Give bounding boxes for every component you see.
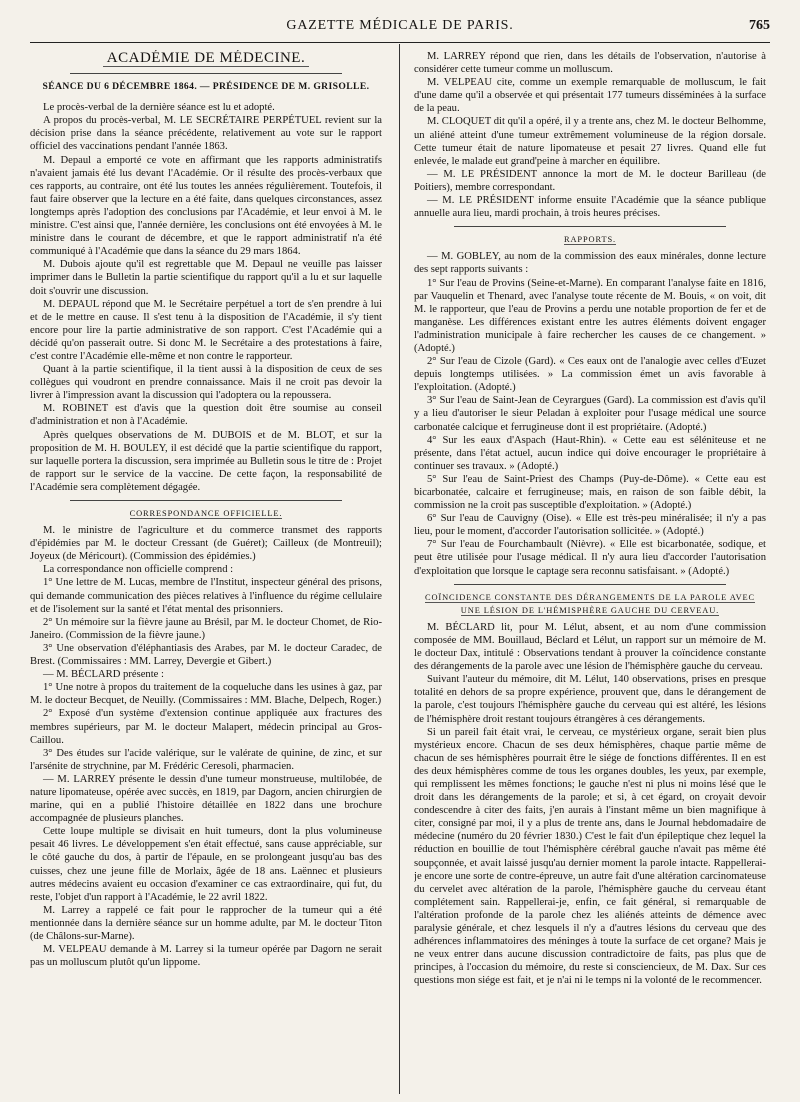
article-paragraph: 2° Exposé d'un système d'extension continue appliquée aux fractures des membres supérieurs, par M. le docteur Malapert, médecin principal au Gros-Caillou. [30,708,382,746]
article-paragraph: — M. LE PRÉSIDENT informe ensuite l'Académie que la séance publique annuelle aura lieu, mardi prochain, à trois heures précises. [414,195,766,220]
article-paragraph: M. Dubois ajoute qu'il est regrettable que M. Depaul ne veuille pas laisser imprimer dans le Bulletin la partie scientifique du rapport qu'il a lu et sur laquelle doit s'ouvrir une discussion. [30,259,382,297]
rapports-heading [414,233,766,246]
article-paragraph: 3° Sur l'eau de Saint-Jean de Ceyrargues (Gard). La commission est d'avis qu'il y a lieu d'autoriser le sieur Peladan à exploiter pour l'usage médical une source carbonatée calcique et ferrugineuse dont il est propriétaire. (Adopté.) [414,395,766,433]
correspondance-rule [70,500,342,501]
article-paragraph: 1° Sur l'eau de Provins (Seine-et-Marne). En comparant l'analyse faite en 1816, par Vauquelin et Thenard, avec l'analyse toute récente de M. Bouis, « on voit, dit M. le rapporteur, que l'eau de Provins a perdu une notable proportion de fer et de manganèse. Les différences existant entre les autres éléments doivent engager l'administration municipale à faire rechercher les causes de ce changement. » (Adopté.) [414,277,766,354]
article-paragraph: — M. LE PRÉSIDENT annonce la mort de M. le docteur Barilleau (de Poitiers), membre correspondant. [414,168,766,193]
article-paragraph: Suivant l'auteur du mémoire, dit M. Lélut, 140 observations, prises en presque totalité en dehors de sa propre expérience, prouvent que, dans le dérangement de la parole, c'est toujours l'hémisphère gauche du cerveau qui est altéré, les lésions de l'hémisphère droit restant toujours étrangères à ces dérangements. [414,674,766,725]
article-paragraph: 2° Un mémoire sur la fièvre jaune au Brésil, par M. le docteur Chomet, de Rio-Janeiro. (Commission de la fièvre jaune.) [30,616,382,641]
article-paragraph: M. VELPEAU demande à M. Larrey si la tumeur opérée par Dagorn ne serait pas un molluscum plutôt qu'un lippome. [30,944,382,969]
article-paragraph: — M. BÉCLARD présente : [43,669,164,681]
article-paragraph: M. CLOQUET dit qu'il a opéré, il y a trente ans, chez M. le docteur Belhomme, un aliéné atteint d'une tumeur extrêmement volumineuse de la région dorsale. Cette tumeur était de nature lipomateuse et pesait 27 livres. Quand elle fut enlevée, le malade eut grand'peine à marcher en équilibre. [414,116,766,167]
correspondance-paragraphs [30,524,382,969]
article-paragraph: Après quelques observations de M. DUBOIS et de M. BLOT, et sur la proposition de M. H. BOULEY, il est décidé que la partie scientifique du rapport, sur laquelle portera la discussion, sera imprimée au Bulletin sous le titre de : Projet de rapport sur le service de la vaccine. De cette façon, la responsabilité de l'Académie sera complètement dégagée. [30,429,382,493]
article-paragraph: M. le ministre de l'agriculture et du commerce transmet des rapports d'épidémies par M. le docteur Cressant (de Guéret); Cailleux (de Montreuil); Joyeux (de Méricourt). (Commission des épidémies.) [30,525,382,563]
article-paragraph: 3° Des études sur l'acide valérique, sur le valérate de quinine, de zinc, et sur l'arsénite de strychnine, par M. Frédéric Ceresoli, pharmacien. [30,747,382,772]
section-title-text: ACADÉMIE DE MÉDECINE. [103,50,309,67]
journal-title: GAZETTE MÉDICALE DE PARIS. [286,18,514,33]
article-paragraph: 3° Une observation d'éléphantiasis des Arabes, par M. le docteur Caradec, de Brest. (Commissaires : MM. Larrey, Devergie et Gibert.) [30,642,382,668]
section-title [30,52,382,65]
discussion-paragraphs [414,50,766,220]
coincidence-paragraphs [414,621,766,988]
rapports-rule [454,226,726,227]
article-paragraph: 7° Sur l'eau de Fourchambault (Nièvre). « Elle est bicarbonatée, sodique, et peut être utilisée pour l'usage médical. Il n'y aura lieu d'accorder l'autorisation d'exploitation que lorsque le captage sera reconnu satisfaisant. » (Adopté.) [414,539,766,577]
correspondance-heading [30,507,382,520]
article-paragraph: 5° Sur l'eau de Saint-Priest des Champs (Puy-de-Dôme). « Cette eau est bicarbonatée, calcaire et ferrugineuse; mais, en raison de son faible débit, la commission ne la croit pas susceptible d'exploitation. » (Adopté.) [414,473,766,512]
article-paragraph: 2° Sur l'eau de Cizole (Gard). « Ces eaux ont de l'analogie avec celles d'Euzet depuis longtemps utilisées. » La commission émet un avis favorable à l'exploitation. (Adopté.) [414,356,766,394]
article-paragraph: Si un pareil fait était vrai, le cerveau, ce mystérieux organe, serait bien plus mystérieux encore. Chacun de ses deux hémisphères, chaque partie même de chacun de ses hémisphères pourrait être le siége de fonctions différentes. Il en est des deux hémisphères comme de tous les organes doubles, les yeux, par exemple, qui remplissent les mêmes fonctions; le gauche n'est ni plus ni moins lésé que le droit dans les dérangements de la parole; et si, à cet égard, on croyait devoir condescendre à citer des faits, j'en aurais à l'instant même un bien magnifique à citer, consigné par moi, il y a plus de trente ans, dans le Journal hebdomadaire de médecine (numéro du 20 février 1830.) C'est le fait d'un épileptique chez lequel la réduction en bouillie de tout l'hémisphère cérébral gauche n'avait pas même été soupçonnée, et avait laissé jusqu'au dernier moment la parole intacte. Rappellerai-je encore une sorte de contre-épreuve, un autre fait d'une altération carcinomateuse du cervelet avec altération de la parole, l'hémisphère gauche du cerveau étant complétement sain. Rappellerai-je, enfin, ce fait général, si remarquable de l'altération profonde de la parole chez les aliénés atteints de démence avec paralysie générale, et chez lesquels il n'y a d'autres lésions du cerveau que des adhérences inflammatoires des méninges à toute la surface de cet organe? Mais je ne veux entrer dans aucune discussion contradictoire de faits, pas plus que de principes, à l'occasion du mémoire, du reste si consciencieux, de M. Dax. Sur ces questions mon siége est fait, et je n'ai ni le temps ni la volonté de le recommencer. [414,726,766,987]
rapports-paragraphs [414,250,766,577]
page-header [30,18,770,43]
article-paragraph: — M. LARREY présente le dessin d'une tumeur monstrueuse, multilobée, de nature lipomateuse, opérée avec succès, en 1819, par Dagorn, ancien chirurgien de marine, qui en a publié l'histoire détaillée en 1822 dans une brochure accompagnée de plusieurs planches. [30,773,382,825]
article-paragraph: M. VELPEAU cite, comme un exemple remarquable de molluscum, le fait d'une dame qu'il a observée et qui présentait 177 tumeurs disséminées à la surface de la peau. [414,77,766,115]
left-column [30,50,382,1094]
article-paragraph: M. BÉCLARD lit, pour M. Lélut, absent, et au nom d'une commission composée de MM. Bouillaud, Béclard et Lélut, un rapport sur un mémoire de M. le docteur Dax, intitulé : Observations tendant à prouver la coïncidence constante des dérangements de la parole avec une lésion de l'hémisphère gauche du cerveau. [414,621,766,673]
seance-paragraphs [30,101,382,494]
coincidence-rule [454,584,726,585]
article-paragraph: M. LARREY répond que rien, dans les détails de l'observation, n'autorise à considérer cette tumeur comme un molluscum. [414,51,766,76]
article-paragraph: Le procès-verbal de la dernière séance est lu et adopté. [43,102,275,114]
article-paragraph: 6° Sur l'eau de Cauvigny (Oise). « Elle est très-peu minéralisée; il n'y a pas lieu, pour le moment, d'accorder l'autorisation sollicitée. » (Adopté.) [414,513,766,538]
title-rule [70,73,342,74]
article-paragraph: M. DEPAUL répond que M. le Secrétaire perpétuel a tort de s'en prendre à lui et de le mettre en cause. Il s'est tenu à la disposition de l'Académie, il s'y tient encore pour lire la partie administrative de son rapport. C'est l'Académie qui a décidé qu'on passerait outre. Si donc M. le Secrétaire a des protestations à faire, c'est contre l'Académie elle-même et non contre le rapporteur. [30,298,382,362]
article-paragraph: M. Larrey a rappelé ce fait pour le rapprocher de la tumeur qui a été mentionnée dans la dernière séance sur un homme adulte, par M. le docteur Titon (de Châlons-sur-Marne). [30,904,382,942]
rapports-heading-text: RAPPORTS. [563,235,617,245]
page-number: 765 [749,18,770,33]
article-paragraph: M. ROBINET est d'avis que la question doit être soumise au conseil d'administration et non à l'Académie. [30,403,382,428]
article-paragraph: A propos du procès-verbal, M. LE SECRÉTAIRE PERPÉTUEL revient sur la décision prise dans la séance précédente, relativement au vote sur le rapport officiel des vaccinations pendant l'année 1863. [30,115,382,153]
article-paragraph: 1° Une notre à propos du traitement de la coqueluche dans les usines à gaz, par M. le docteur Becquet, de Neuilly. (Commissaires : MM. Blache, Delpech, Roger.) [30,682,382,707]
article-paragraph: La correspondance non officielle comprend : [43,564,234,576]
coincidence-heading [414,591,766,617]
coincidence-heading-text: COÏNCIDENCE CONSTANTE DES DÉRANGEMENTS DE LA PAROLE AVEC UNE LÉSION DE L'HÉMISPHÈRE GAUCHE DU CERVEAU. [424,592,756,615]
article-paragraph: 4° Sur les eaux d'Aspach (Haut-Rhin). « Cette eau est séléniteuse et ne présente, dans l'état actuel, aucun indice qui doive encourager le propriétaire à continuer ses travaux. » (Adopté.) [414,434,766,472]
article-paragraph: 1° Une lettre de M. Lucas, membre de l'Institut, inspecteur général des prisons, qui demande communication des pièces relatives à l'influence du régime cellulaire et de l'isolement sur la santé et l'état mental des prisonniers. [30,577,382,615]
article-paragraph: Quant à la partie scientifique, il la tient aussi à la disposition de ceux de ses collègues qui voudront en prendre connaissance. Mais il ne croit pas devoir la livrer à l'impression avant la discussion qui l'adoptera ou la repoussera. [30,364,382,402]
right-column [414,50,766,1094]
article-paragraph: M. Depaul a emporté ce vote en affirmant que les rapports administratifs n'avaient jamais été lus devant l'Académie. Or il résulte des procès-verbaux que ces rapports, au contraire, ont été lus toutes les années régulièrement. Toutefois, il faut faire observer que la lecture en a été faite, dans quelques circonstances, assez longtemps après l'adoption des conclusions par l'Académie, et leur envoi à M. le ministre. C'est ainsi que, l'année dernière, les conclusions ont été envoyées à M. le ministre dans le courant de décembre, et que le rapport administratif n'a été communiqué à l'Académie que dans la séance du 29 mars 1864. [30,154,382,258]
article-paragraph: Cette loupe multiple se divisait en huit tumeurs, dont la plus volumineuse pesait 46 livres. Le développement s'en était effectué, sans cause appréciable, sur le côté gauche du dos, à partir de l'épaule, en se prolongeant jusqu'au bas des cuisses, chez une jeune fille de Morlaix, âgée de 18 ans. Laënnec et plusieurs autres médecins avaient eu occasion d'examiner ce cas extraordinaire, qui fut, du reste, l'objet d'un rapport à l'Académie, le 22 avril 1822. [30,826,382,903]
correspondance-heading-text: CORRESPONDANCE OFFICIELLE. [129,509,283,518]
column-divider [399,44,400,1094]
article-paragraph: — M. GOBLEY, au nom de la commission des eaux minérales, donne lecture des sept rapports suivants : [414,251,766,276]
seance-heading: SÉANCE DU 6 DÉCEMBRE 1864. — PRÉSIDENCE DE M. GRISOLLE. [42,81,370,93]
